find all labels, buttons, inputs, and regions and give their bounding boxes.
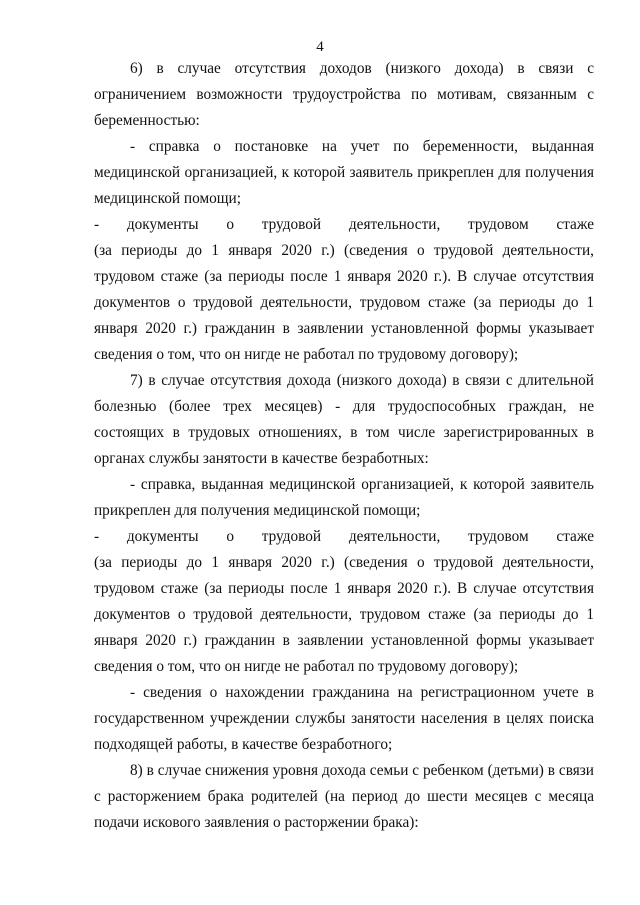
unemployment-registration-paragraph: - сведения о нахождении гражданина на регистрационном учете в государственном учреждении службы занятости населения в целях поиска подходящей работы, в качестве безработного;	[94, 684, 594, 753]
employment-documents-first-line: - документы о трудовой деятельности, трудовом стаже	[94, 216, 594, 233]
medical-certificate-paragraph: - справка, выданная медицинской организацией, к которой заявитель прикреплен для получения медицинской помощи;	[94, 476, 594, 519]
item-7-paragraph: 7) в случае отсутствия дохода (низкого дохода) в связи с длительной болезнью (более трех месяцев) - для трудоспособных граждан, не состоящих в трудовых отношениях, в том числе зарегистрированных в органах службы занятости в качестве безработных:	[94, 372, 594, 467]
employment-documents-paragraph-1	[94, 212, 594, 368]
item-8-paragraph: 8) в случае снижения уровня дохода семьи с ребенком (детьми) в связи с расторжением брака родителей (на период до шести месяцев с месяца подачи искового заявления о расторжении брака):	[94, 762, 594, 831]
employment-documents-paragraph-2	[94, 524, 594, 680]
employment-documents-rest: (за периоды до 1 января 2020 г.) (сведения о трудовой деятельности, трудовом стаже (за периоды после 1 января 2020 г.). В случае отсутствия документов о трудовой деятельности, трудовом стаже (за периоды до 1 января 2020 г.) гражданин в заявлении установленной формы указывает сведения о том, что он нигде не работал по трудовому договору);	[94, 554, 594, 675]
employment-documents-rest: (за периоды до 1 января 2020 г.) (сведения о трудовой деятельности, трудовом стаже (за периоды после 1 января 2020 г.). В случае отсутствия документов о трудовой деятельности, трудовом стаже (за периоды до 1 января 2020 г.) гражданин в заявлении установленной формы указывает сведения о том, что он нигде не работал по трудовому договору);	[94, 242, 594, 363]
page-number: 4	[316, 39, 324, 55]
document-body	[94, 56, 594, 836]
pregnancy-certificate-paragraph: - справка о постановке на учет по беременности, выданная медицинской организацией, к которой заявитель прикреплен для получения медицинской помощи;	[94, 138, 594, 207]
employment-documents-first-line: - документы о трудовой деятельности, трудовом стаже	[94, 528, 594, 545]
item-6-paragraph: 6) в случае отсутствия доходов (низкого дохода) в связи с ограничением возможности трудоустройства по мотивам, связанным с беременностью:	[94, 60, 594, 129]
